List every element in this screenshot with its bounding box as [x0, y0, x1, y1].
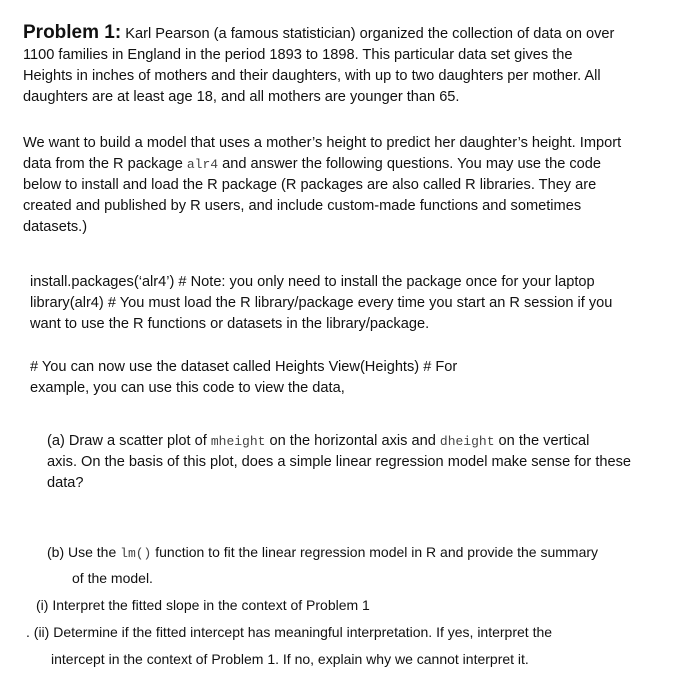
part-a-line: data? — [47, 475, 84, 491]
task-line — [23, 154, 621, 175]
part-b-line: of the model. — [72, 570, 153, 586]
task-line: datasets.) — [23, 219, 88, 235]
part-a-line: axis. On the basis of this plot, does a simple linear regression model make sense for these — [47, 454, 632, 470]
task-line: We want to build a model that uses a mother’s height to predict her daughter’s height. Import — [23, 135, 622, 151]
part-b-item-ii-prefix: . — [26, 624, 34, 640]
problem-label-colon: : — [114, 22, 122, 43]
install-instructions — [30, 272, 612, 335]
part-a-question — [47, 431, 631, 494]
part-a-line — [47, 431, 631, 452]
view-line: example, you can use this code to view the data, — [30, 380, 345, 396]
problem-intro — [23, 22, 614, 108]
part-b-item-i-text: (i) Interpret the fitted slope in the context of Problem 1 — [36, 597, 370, 613]
part-b-item-ii-text: (ii) Determine if the fitted intercept has meaningful interpretation. If yes, interpret the — [33, 624, 553, 640]
part-b-item-ii — [26, 620, 552, 645]
package-name-code: alr4 — [186, 157, 219, 172]
view-instructions — [30, 357, 457, 399]
problem-label: Problem 1 — [23, 22, 115, 43]
mheight-code: mheight — [210, 434, 266, 449]
part-b-item-ii-line2: intercept in the context of Problem 1. If no, explain why we cannot interpret it. — [51, 651, 529, 667]
part-b-item-ii-line — [26, 620, 552, 645]
lm-function-code: lm() — [120, 546, 152, 561]
part-b-item-i — [36, 593, 370, 618]
task-line: below to install and load the R package (R packages are also called R libraries. They are — [23, 177, 597, 193]
part-b-question — [47, 540, 598, 566]
problem-intro-line — [23, 22, 614, 45]
install-line: install.packages(‘alr4’) # Note: you only need to install the package once for your laptop — [30, 274, 595, 290]
dheight-code: dheight — [439, 434, 495, 449]
problem-intro-line: daughters are at least age 18, and all mothers are younger than 65. — [23, 89, 460, 105]
problem-intro-line: 1100 families in England in the period 1893 to 1898. This particular data set gives the — [23, 47, 573, 63]
part-b-line — [47, 540, 598, 566]
part-b-continuation — [72, 566, 153, 591]
part-b-pre: (b) Use the — [47, 544, 121, 560]
view-line: # You can now use the dataset called Heights View(Heights) # For — [30, 359, 458, 375]
part-b-post: function to fit the linear regression model in R and provide the summary — [151, 544, 599, 560]
part-a-post: on the vertical — [494, 433, 590, 449]
task-paragraph — [23, 133, 621, 238]
part-a-mid: on the horizontal axis and — [265, 433, 440, 449]
task-line2-pre: data from the R package — [23, 156, 187, 172]
part-b-item-ii-continuation — [51, 647, 529, 672]
task-line2-post: and answer the following questions. You may use the code — [218, 156, 602, 172]
problem-intro-line: Heights in inches of mothers and their daughters, with up to two daughters per mother. All — [23, 68, 601, 84]
install-line: library(alr4) # You must load the R library/package every time you start an R session if you — [30, 295, 613, 311]
problem-intro-text: Karl Pearson (a famous statistician) organized the collection of data on over — [121, 26, 615, 42]
task-line: created and published by R users, and include custom-made functions and sometimes — [23, 198, 582, 214]
install-line: want to use the R functions or datasets in the library/package. — [30, 316, 430, 332]
part-a-pre: (a) Draw a scatter plot of — [47, 433, 211, 449]
